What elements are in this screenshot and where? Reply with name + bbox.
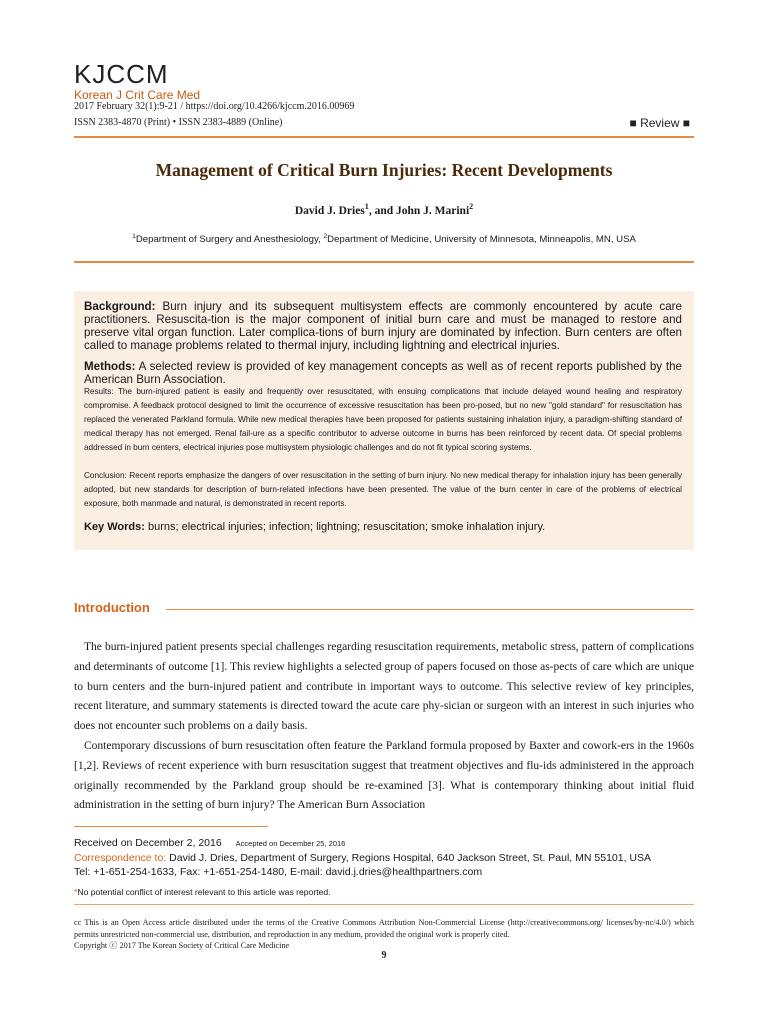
author-name: David J. Dries [294, 205, 365, 217]
abstract-conclusion [84, 469, 682, 511]
affiliation-text: Department of Surgery and Anesthesiology, [135, 234, 324, 245]
abstract-text: The burn-injured patient is easily and frequently over resuscitated, with ensuing complications that include delayed wound healing and respiratory compromise. A feedback protocol designed to limit the occurrence of excessive resuscitation has been pro-posed, but no new "gold standard" for resuscitation has replaced the venerated Parkland formula. While new medical therapies have been proposed for patients sustaining inhalation injury, a paradigm-shifting standard of medical therapy has not emerged. Renal fail-ure as a specific contributor to adverse outcome in burns has been reinforced by recent data. Of special problems addressed in burn centers, electrical injuries pose multisystem physiologic challenges and do not fit typical scoring systems. [84, 387, 682, 453]
body-text [74, 638, 694, 816]
footnote-divider [74, 826, 268, 827]
conflict-text: No potential conflict of interest relevant to this article was reported. [77, 887, 331, 897]
abstract-results [84, 385, 682, 455]
received-text: Received on December 2, 2016 [74, 837, 222, 849]
author-affil-mark: 2 [469, 202, 474, 212]
abstract-label: Key Words: [84, 521, 145, 533]
section-heading: Introduction [74, 600, 150, 615]
license-text: cc This is an Open Access article distributed under the terms of the Creative Commons Attribution Non-Commercial License (http://creativecommons.org/ licenses/by-nc/4.0/) which permits unrestricted non-commercial use, distribution, and reproduction in any medium, provided the original work is properly cited. [74, 918, 694, 939]
title-divider [74, 261, 694, 263]
conflict-star: * [74, 887, 78, 897]
page-number: 9 [381, 950, 387, 961]
conflict-statement [74, 886, 331, 898]
author-affil-mark: 1 [364, 202, 369, 212]
correspondence-text: David J. Dries, Department of Surgery, Regions Hospital, 640 Jackson Street, St. Paul, MN 55101, USA [166, 852, 652, 864]
license-divider [74, 904, 694, 905]
contact-line: Tel: +1-651-254-1633, Fax: +1-651-254-1480, E-mail: david.j.dries@healthpartners.com [74, 866, 483, 878]
abstract-label: Background: [84, 300, 156, 313]
journal-name: Korean J Crit Care Med [74, 88, 201, 102]
article-type-label: ■ Review ■ [629, 116, 690, 130]
issn-line: ISSN 2383-4870 (Print) • ISSN 2383-4889 (Online) [74, 117, 283, 128]
abstract-text: A selected review is provided of key management concepts as well as of recent reports published by the American Burn Association. [84, 360, 682, 386]
abstract-text: Burn injury and its subsequent multisystem effects are commonly encountered by acute care practitioners. Resuscita-tion is the major component of initial burn care and must be managed to restore and preserve vital organ function. Later complica-tions of burn injury are dominated by infection. Burn centers are often called to manage problems related to thermal injury, including lightning and electrical injuries. [84, 300, 682, 352]
affil-mark: 2 [323, 232, 328, 240]
abstract-label: Methods: [84, 360, 136, 373]
section-heading-rule [166, 609, 694, 610]
abstract-methods [84, 360, 682, 386]
abstract-label: Conclusion: [84, 471, 127, 480]
body-paragraph: The burn-injured patient presents special challenges regarding resuscitation requirements, metabolic stress, pattern of complications and determinants of outcome [1]. This review highlights a selected group of papers focused on those as-pects of care which are unique to burn centers and the burn-injured patient and contribute in important ways to outcome. This selective review of key principles, recent literature, and summary statements is directed toward the acute care phy-sician or surgeon with an interest in such injuries who does not encounter such problems on a daily basis. [74, 641, 694, 733]
author-separator: , and [368, 205, 396, 217]
received-date [74, 836, 345, 851]
citation-line: 2017 February 32(1):9-21 / https://doi.org/10.4266/kjccm.2016.00969 [74, 101, 355, 112]
body-paragraph: Contemporary discussions of burn resuscitation often feature the Parkland formula proposed by Baxter and cowork-ers in the 1960s [1,2]. Reviews of recent experience with burn resuscitation suggest that treatment objectives and flu-ids administered in the approach originally recommended by the Parkland group should be re-examined [3]. What is contemporary thinking about initial fluid administration in the setting of burn injury? The American Burn Association [74, 739, 694, 812]
abstract-box [74, 291, 694, 550]
abstract-text: burns; electrical injuries; infection; lightning; resuscitation; smoke inhalation injury. [144, 521, 546, 533]
journal-logo: KJCCM [74, 59, 169, 89]
correspondence [74, 851, 651, 865]
author-line [74, 203, 694, 219]
abstract-keywords [84, 520, 682, 534]
affiliation-line [74, 233, 694, 247]
accepted-date: Accepted on December 25, 2016 [235, 839, 346, 848]
correspondence-label: Correspondence to: [74, 852, 167, 864]
abstract-text: Recent reports emphasize the dangers of over resuscitation in the setting of burn injury. No new medical therapy for inhalation injury has been generally adopted, but new standards for description of burn-related infections have been presented. The value of the burn center in care of the problems of electrical exposure, both manmade and natural, is demonstrated in recent reports. [84, 471, 682, 509]
header-divider [74, 136, 694, 138]
article-title: Management of Critical Burn Injuries: Recent Developments [155, 160, 613, 180]
author-name: John J. Marini [395, 205, 470, 217]
abstract-background [84, 300, 682, 352]
abstract-label: Results: [84, 387, 114, 396]
copyright-line: Copyright ⓒ 2017 The Korean Society of Critical Care Medicine [74, 941, 290, 950]
affiliation-text: Department of Medicine, University of Minnesota, Minneapolis, MN, USA [327, 234, 636, 245]
affil-mark: 1 [132, 232, 136, 240]
